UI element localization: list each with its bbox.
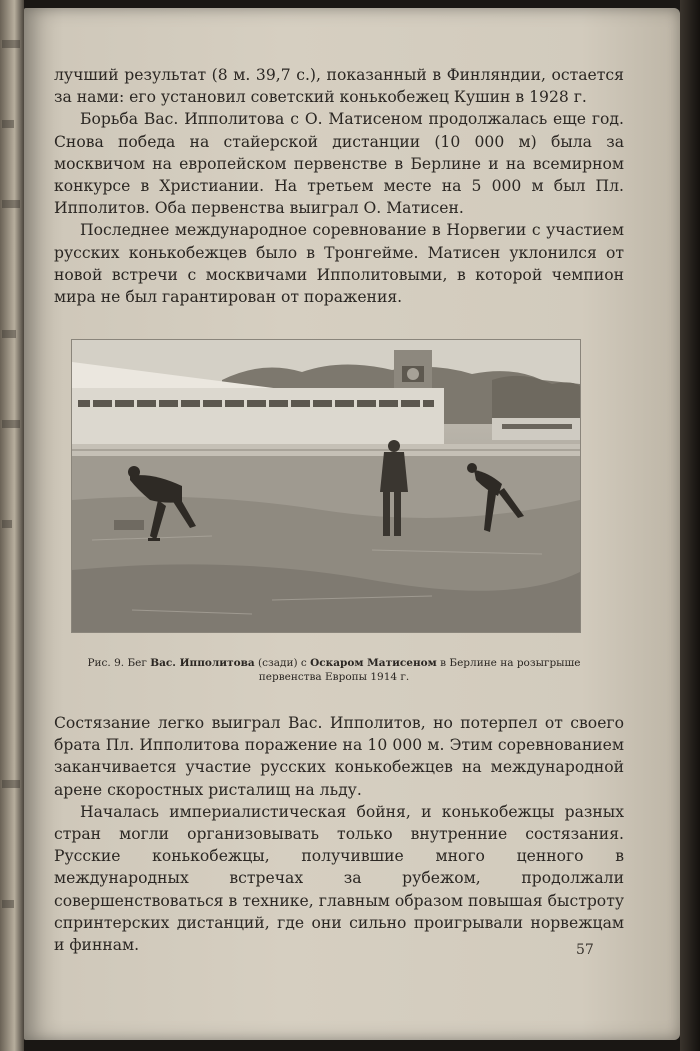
caption-name: Оскаром Матисеном <box>310 657 437 669</box>
book-edge <box>680 0 700 1051</box>
adjacent-page-edge <box>0 0 24 1051</box>
caption-prefix: Рис. 9. Бег <box>87 657 151 669</box>
paragraph: Борьба Вас. Ипполитова с О. Матисеном продолжалась еще год. Снова победа на стайерской дистанции (10 000 м) была за москвичом на европейском первенстве в Берлине и на всемирном конкурсе в Христиании. На третьем месте на 5 000 м был Пл. Ипполитов. Оба первенства выиграл О. Матисен. <box>54 110 624 218</box>
paragraph: Началась империалистическая бойня, и конькобежцы разных стран могли организовывать только внутренние состязания. Русские конькобежцы, получившие много ценного в международных встречах за рубежом, продолжали совершенствоваться в технике, главным образом повышая быстроту спринтерских дистанций, где они сильно проигрывали норвежцам и финнам. <box>54 802 624 955</box>
paragraph: Состязание легко выиграл Вас. Ипполитов, но потерпел от своего брата Пл. Ипполитова поражение на 10 000 м. Этим соревнованием заканчивается участие русских конькобежцев на международной арене скоростных ристалищ на льду. <box>54 714 624 799</box>
caption-name: Вас. Ипполитова <box>150 657 255 669</box>
text-block-top <box>54 64 624 308</box>
photo-speed-skaters <box>72 340 580 632</box>
text-block-bottom <box>54 712 624 956</box>
photo-illustration <box>72 340 580 632</box>
paragraph: лучший результат (8 м. 39,7 с.), показанный в Финляндии, остается за нами: его установил советский конькобежец Кушин в 1928 г. <box>54 66 624 107</box>
paragraph: Последнее международное соревнование в Норвегии с участием русских конькобежцев было в Тронгейме. Матисен уклонился от новой встречи с москвичами Ипполитовыми, в которой чемпион мира не был гарантирован от поражения. <box>54 221 624 307</box>
caption-text: в Берлине на розыгрыше первенства Европы 1914 г. <box>258 657 581 683</box>
page-number: 57 <box>576 942 594 958</box>
caption-text: (сзади) с <box>254 657 311 669</box>
book-page <box>24 8 680 1040</box>
figure-caption <box>84 656 584 684</box>
